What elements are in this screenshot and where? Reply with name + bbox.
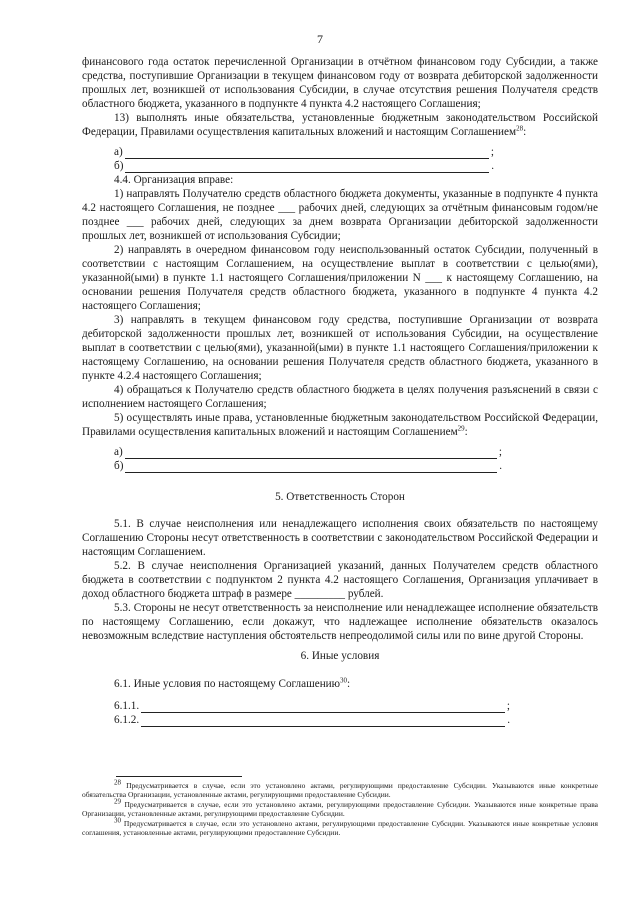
blank-end: . xyxy=(491,160,494,172)
footnote-text: Предусматривается в случае, если это установлено актами, регулирующими предоставление Субсидии. Указываются иные конкретные права Организации, установленные актами, регулирующими предоставление Субсидии. xyxy=(82,799,599,819)
right-5 xyxy=(82,411,598,439)
right-5-end: : xyxy=(464,426,468,438)
section-5-heading: 5. Ответственность Сторон xyxy=(275,491,405,503)
paragraph-continuation: финансового года остаток перечисленной Организации в отчётном финансовом году Субсидии, а также средства, поступившие Организации в текущем финансовом году от возврата дебиторской задолженности прошлых лет, возникшей от использования Субсидии, в случае отсутствия решения Получателя средств областного бюджета, указанного в подпункте 4 пункта 4.2 настоящего Соглашения; xyxy=(82,56,598,110)
blank-end: ; xyxy=(490,146,494,158)
blank-line-6-1-2 xyxy=(82,713,598,727)
blank-line-b-1 xyxy=(82,159,598,173)
blank-line-a-2 xyxy=(82,445,598,459)
footnote-text: Предусматривается в случае, если это установлено актами, регулирующими предоставление Субсидии. Указываются иные конкретные обязательства Организации, установленные актами, регулирующими предоставление Субсидии. xyxy=(82,781,599,800)
paragraph-13-text: 13) выполнять иные обязательства, установленные бюджетным законодательством Российской Федерации, Правилами осуществления капитальных вложений и настоящим Соглашением xyxy=(82,112,598,138)
section-4-4-heading: 4.4. Организация вправе: xyxy=(114,174,234,186)
clause-6-1-text: 6.1. Иные условия по настоящему Соглашению xyxy=(114,678,341,690)
footnote-30 xyxy=(82,816,598,838)
page-number: 7 xyxy=(317,32,323,46)
blank-end: ; xyxy=(506,700,510,712)
right-3: 3) направлять в текущем финансовом году средства, поступившие Организации от возврата дебиторской задолженности прошлых лет, возникшей от использования Субсидии, на осуществление выплат в соответствии с целью(ями), указанной(ыми) в пункте 1.1 настоящего Соглашения/приложении к настоящему Соглашению, на основании решения Получателя средств областного бюджета, указанного в пункте 4.2.4 настоящего Соглашения; xyxy=(82,314,598,382)
page-body xyxy=(82,55,598,727)
paragraph-13 xyxy=(82,111,598,139)
section-6-heading: 6. Иные условия xyxy=(300,650,380,662)
fill-line xyxy=(125,161,489,173)
blank-end: . xyxy=(507,714,510,726)
footnote-number: 28 xyxy=(114,778,121,787)
footnote-29 xyxy=(82,797,599,819)
right-4: 4) обращаться к Получателю средств областного бюджета в целях получения разъяснений в связи с исполнением настоящего Соглашения; xyxy=(82,384,598,410)
clause-5-1: 5.1. В случае неисполнения или ненадлежащего исполнения своих обязательств по настоящему Соглашению Стороны несут ответственность в соответствии с законодательством Российской Федерации и настоящим Соглашением. xyxy=(82,518,598,558)
clause-6-1 xyxy=(82,677,598,691)
footnote-ref-29: 29 xyxy=(457,424,465,433)
footnotes xyxy=(82,778,599,838)
blank-label: 6.1.2. xyxy=(114,714,140,726)
blank-end: . xyxy=(499,460,502,472)
paragraph-13-end: : xyxy=(523,126,527,138)
blank-line-b-2 xyxy=(82,459,598,473)
blank-label: а) xyxy=(114,146,123,158)
fill-line xyxy=(141,715,505,727)
clause-6-1-end: : xyxy=(347,678,351,690)
blank-label: б) xyxy=(114,160,124,172)
footnote-number: 29 xyxy=(114,797,121,806)
clause-5-3: 5.3. Стороны не несут ответственность за неисполнение или ненадлежащее исполнение обязательств по настоящему Соглашению, если докажут, что надлежащее исполнение обязательств оказалось невозможным вследствие наступления обстоятельств непреодолимой силы или по вине другой Стороны. xyxy=(82,602,598,642)
fill-line xyxy=(125,147,489,159)
fill-line xyxy=(141,701,505,713)
fill-line xyxy=(125,447,497,459)
blank-line-a-1 xyxy=(82,145,598,159)
blank-label: 6.1.1. xyxy=(114,700,140,712)
blank-line-6-1-1 xyxy=(82,699,598,713)
footnote-text: Предусматривается в случае, если это установлено актами, регулирующими предоставление Субсидии. Указываются иные конкретные условия соглашения, установленные актами, регулирующими предоставление Субсидии. xyxy=(82,818,598,838)
right-2: 2) направлять в очередном финансовом году неиспользованный остаток Субсидии, полученный в соответствии с настоящим Соглашением, на осуществление выплат в соответствии с целью(ями), указанной(ыми) в пункте 1.1 настоящего Соглашения/приложении N ___ к настоящему Соглашению, на основании решения Получателя средств областного бюджета, указанного в подпункте 4 пункта 4.2 настоящего Соглашения; xyxy=(82,244,598,312)
blank-label: б) xyxy=(114,460,124,472)
blank-end: ; xyxy=(498,446,502,458)
right-1: 1) направлять Получателю средств областного бюджета документы, указанные в подпункте 4 пункта 4.2 настоящего Соглашения, не позднее ___ рабочих дней, следующих за отчётным финансовым годом/не позднее ___ рабочих дней, следующих за днем возврата Организации дебиторской задолженности прошлых лет, возникшей от использования Субсидии; xyxy=(82,188,598,242)
footnote-separator xyxy=(116,776,242,777)
fill-line xyxy=(125,461,497,473)
right-5-text: 5) осуществлять иные права, установленные бюджетным законодательством Российской Федерации, Правилами осуществления капитальных вложений и настоящим Соглашением xyxy=(82,412,598,438)
footnote-28 xyxy=(82,778,599,800)
footnote-ref-30: 30 xyxy=(340,676,348,685)
footnote-ref-28: 28 xyxy=(516,124,524,133)
clause-5-2: 5.2. В случае неисполнения Организацией указаний, данных Получателем средств областного бюджета в соответствии с подпунктом 2 пункта 4.2 настоящего Соглашения, Организация уплачивает в доход областного бюджета штраф в размере _________ рублей. xyxy=(82,560,598,600)
blank-label: а) xyxy=(114,446,123,458)
footnote-number: 30 xyxy=(114,816,121,825)
